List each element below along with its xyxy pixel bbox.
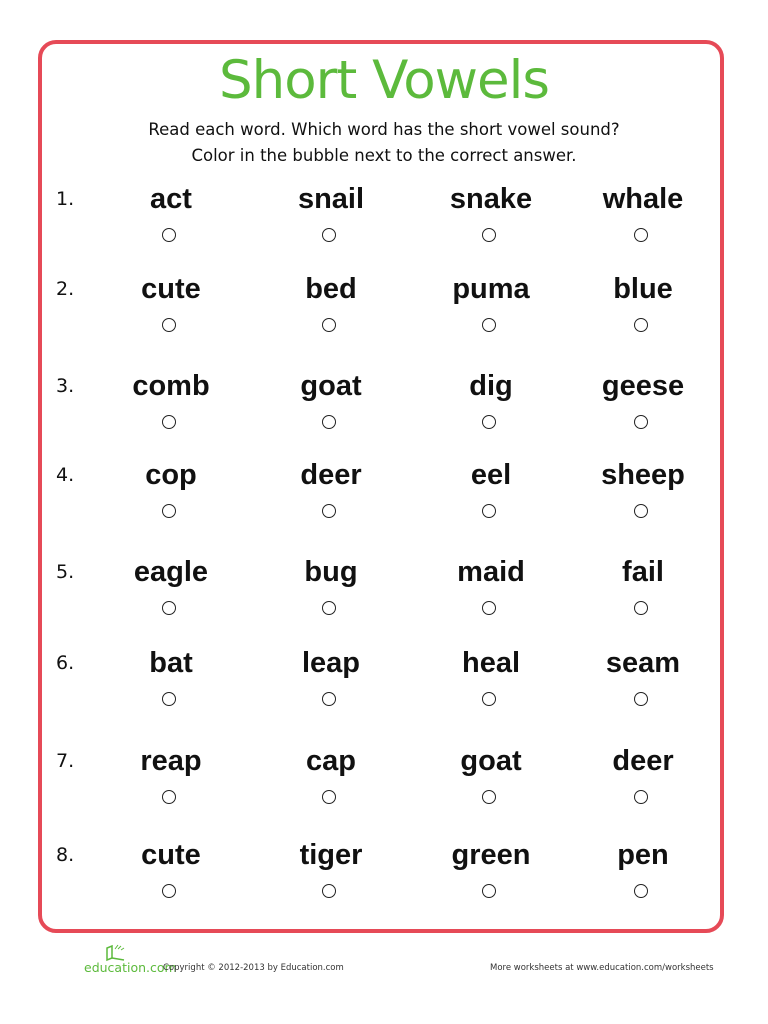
copyright-text: Copyright © 2012-2013 by Education.com: [163, 963, 344, 973]
question-number: 7.: [56, 750, 75, 772]
answer-option: [421, 273, 561, 343]
answer-bubble[interactable]: [634, 790, 648, 804]
answer-word: bed: [305, 273, 357, 305]
instruction-line-1: Read each word. Which word has the short vowel sound?: [148, 120, 620, 139]
answer-bubble[interactable]: [162, 318, 176, 332]
answer-word: goat: [460, 745, 522, 777]
answer-option: [261, 273, 401, 343]
answer-option: [573, 183, 713, 253]
answer-word: bug: [304, 556, 358, 588]
question-row: [0, 370, 768, 440]
answer-bubble[interactable]: [634, 601, 648, 615]
instruction-line-2: Color in the bubble next to the correct answer.: [191, 146, 577, 165]
answer-word: cute: [141, 839, 201, 871]
answer-bubble[interactable]: [162, 692, 176, 706]
answer-option: [573, 273, 713, 343]
answer-bubble[interactable]: [322, 790, 336, 804]
question-number: 5.: [56, 561, 75, 583]
answer-option: [101, 839, 241, 909]
answer-word: eagle: [133, 556, 209, 588]
answer-option: [573, 745, 713, 815]
answer-bubble[interactable]: [634, 318, 648, 332]
logo-text: education.com: [84, 960, 177, 975]
more-worksheets-link[interactable]: More worksheets at www.education.com/worksheets: [490, 963, 714, 973]
answer-word: seam: [605, 647, 681, 679]
answer-word: cap: [306, 745, 356, 777]
answer-option: [421, 647, 561, 717]
answer-bubble[interactable]: [322, 884, 336, 898]
answer-bubble[interactable]: [162, 790, 176, 804]
answer-word: sheep: [601, 459, 685, 491]
question-number: 1.: [56, 188, 75, 210]
answer-option: [101, 459, 241, 529]
answer-word: deer: [612, 745, 674, 777]
answer-word: maid: [457, 556, 525, 588]
answer-bubble[interactable]: [322, 415, 336, 429]
answer-bubble[interactable]: [322, 228, 336, 242]
answer-word: reap: [140, 745, 202, 777]
answer-option: [573, 839, 713, 909]
answer-option: [421, 183, 561, 253]
answer-bubble[interactable]: [162, 601, 176, 615]
answer-word: cop: [145, 459, 197, 491]
answer-word: bat: [149, 647, 193, 679]
answer-word: dig: [469, 370, 513, 402]
answer-bubble[interactable]: [162, 504, 176, 518]
answer-option: [573, 556, 713, 626]
answer-option: [573, 370, 713, 440]
answer-word: cute: [141, 273, 201, 305]
question-row: [0, 459, 768, 529]
question-row: [0, 839, 768, 909]
question-row: [0, 745, 768, 815]
answer-word: blue: [613, 273, 673, 305]
question-number: 4.: [56, 464, 75, 486]
answer-word: heal: [461, 647, 521, 679]
question-number: 2.: [56, 278, 75, 300]
answer-bubble[interactable]: [634, 415, 648, 429]
question-row: [0, 647, 768, 717]
answer-option: [261, 370, 401, 440]
answer-option: [421, 839, 561, 909]
answer-option: [101, 556, 241, 626]
page-title: Short Vowels: [219, 50, 549, 111]
answer-word: comb: [132, 370, 210, 402]
answer-bubble[interactable]: [482, 318, 496, 332]
answer-word: snake: [449, 183, 533, 215]
answer-word: goat: [300, 370, 362, 402]
answer-bubble[interactable]: [482, 692, 496, 706]
answer-option: [101, 647, 241, 717]
answer-bubble[interactable]: [634, 228, 648, 242]
answer-option: [261, 183, 401, 253]
answer-option: [573, 647, 713, 717]
answer-bubble[interactable]: [162, 228, 176, 242]
answer-word: deer: [300, 459, 362, 491]
answer-option: [261, 839, 401, 909]
answer-bubble[interactable]: [322, 318, 336, 332]
question-row: [0, 183, 768, 253]
question-number: 8.: [56, 844, 75, 866]
answer-bubble[interactable]: [482, 228, 496, 242]
answer-bubble[interactable]: [482, 601, 496, 615]
question-number: 6.: [56, 652, 75, 674]
answer-option: [101, 183, 241, 253]
answer-bubble[interactable]: [482, 504, 496, 518]
answer-bubble[interactable]: [322, 504, 336, 518]
answer-option: [261, 556, 401, 626]
answer-bubble[interactable]: [482, 790, 496, 804]
answer-option: [421, 370, 561, 440]
answer-bubble[interactable]: [482, 884, 496, 898]
answer-option: [101, 745, 241, 815]
answer-word: puma: [452, 273, 530, 305]
answer-word: geese: [601, 370, 685, 402]
question-row: [0, 556, 768, 626]
answer-bubble[interactable]: [322, 601, 336, 615]
answer-option: [101, 370, 241, 440]
answer-option: [261, 647, 401, 717]
answer-word: tiger: [299, 839, 363, 871]
answer-option: [261, 459, 401, 529]
answer-option: [101, 273, 241, 343]
question-row: [0, 273, 768, 343]
answer-option: [421, 745, 561, 815]
answer-bubble[interactable]: [162, 415, 176, 429]
answer-bubble[interactable]: [634, 692, 648, 706]
answer-bubble[interactable]: [322, 692, 336, 706]
answer-word: fail: [622, 556, 664, 588]
answer-word: whale: [602, 183, 684, 215]
answer-word: pen: [617, 839, 669, 871]
answer-word: leap: [301, 647, 361, 679]
answer-option: [421, 459, 561, 529]
answer-word: eel: [470, 459, 512, 491]
answer-word: green: [451, 839, 531, 871]
answer-bubble[interactable]: [634, 504, 648, 518]
answer-bubble[interactable]: [482, 415, 496, 429]
answer-bubble[interactable]: [634, 884, 648, 898]
answer-bubble[interactable]: [162, 884, 176, 898]
answer-option: [261, 745, 401, 815]
answer-word: act: [150, 183, 192, 215]
answer-option: [573, 459, 713, 529]
question-number: 3.: [56, 375, 75, 397]
answer-option: [421, 556, 561, 626]
answer-word: snail: [297, 183, 365, 215]
